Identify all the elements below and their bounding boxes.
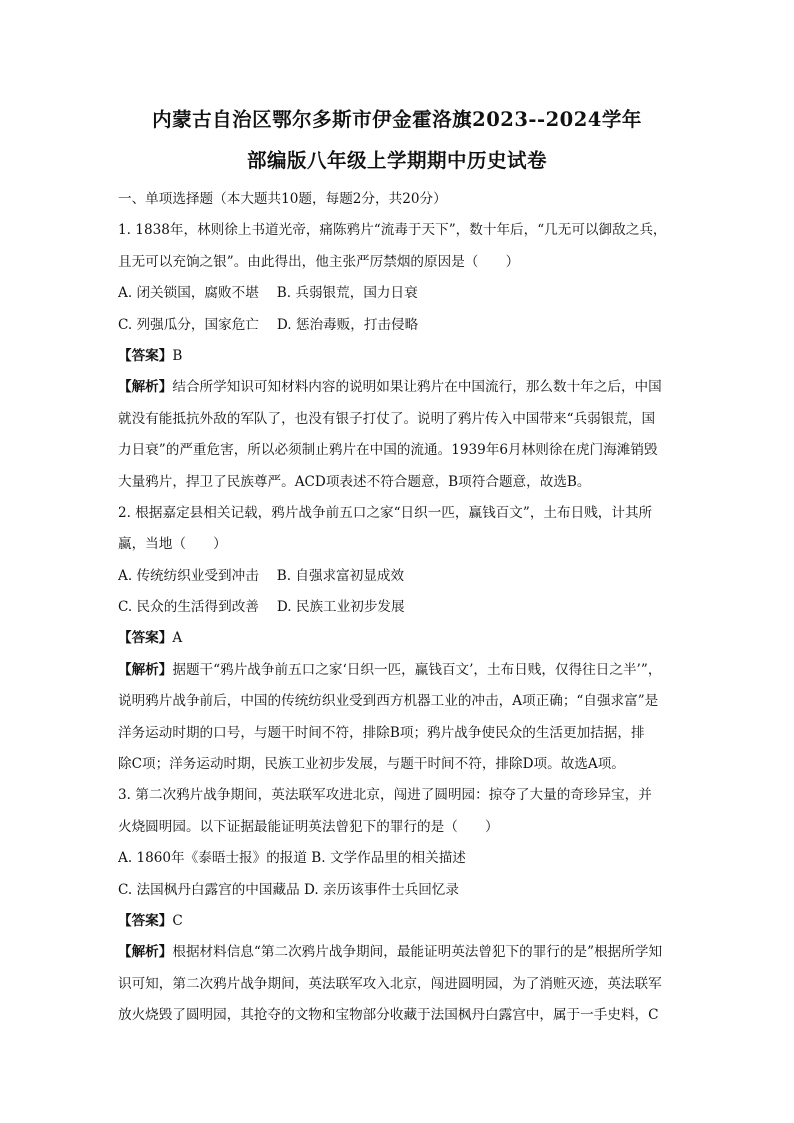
analysis-line (118, 937, 678, 968)
question-2 (118, 498, 678, 781)
analysis-line: 大量鸦片，捍卫了民族尊严。ACD项表述不符合题意，B项符合题意，故选B。 (118, 473, 591, 490)
document-title-line-2: 部编版八年级上学期期中历史试卷 (246, 149, 547, 172)
answer-tag: 【答案】 (118, 347, 173, 364)
analysis-tag: 【解析】 (118, 661, 173, 678)
analysis-line (118, 372, 678, 403)
question-stem-line: 1. 1838年，林则徐上书道光帝，痛陈鸦片“流毒于天下”，数十年后，“几无可以御敌之兵， (118, 222, 667, 239)
analysis-line: 洋务运动时期的口号，与题干时间不符，排除B项；鸦片战争使民众的生活更加拮据，排 (118, 724, 645, 741)
question-options-line: A. 传统纺织业受到冲击 B. 自强求富初显成效 (118, 567, 405, 584)
question-stem-line: 且无可以充饷之银”。由此得出，他主张严厉禁烟的原因是（ ） (118, 253, 520, 270)
document-body (118, 184, 678, 1032)
analysis-line: 就没有能抵抗外敌的军队了，也没有银子打仗了。说明了鸦片传入中国带来“兵弱银荒，国 (118, 410, 656, 427)
question-options-line: A. 闭关锁国，腐败不堪 B. 兵弱银荒，国力日衰 (118, 285, 418, 302)
section-header: 一、单项选择题（本大题共10题，每题2分，共20分） (118, 191, 447, 207)
question-stem-line: 火烧圆明园。以下证据最能证明英法曾犯下的罪行的是（ ） (118, 818, 499, 835)
analysis-line (118, 655, 678, 686)
answer-line (118, 906, 678, 937)
question-stem-line: 3. 第二次鸦片战争期间，英法联军攻进北京，闯进了圆明园：掠夺了大量的奇珍异宝，并 (118, 787, 652, 804)
analysis-tag: 【解析】 (118, 379, 173, 396)
analysis-line: 说明鸦片战争前后，中国的传统纺织业受到西方机器工业的冲击，A项正确；“自强求富”是 (118, 693, 659, 710)
answer-value: A (172, 630, 183, 647)
analysis-line: 放火烧毁了圆明园，其抢夺的文物和宝物部分收藏于法国枫丹白露宫中，属于一手史料，C (118, 1007, 659, 1024)
question-options-line: C. 法国枫丹白露宫的中国藏品 D. 亲历该事件士兵回忆录 (118, 881, 459, 898)
answer-line (118, 623, 678, 654)
answer-value: B (172, 347, 183, 364)
question-1 (118, 215, 678, 498)
question-3 (118, 780, 678, 1031)
analysis-line: 识可知，第二次鸦片战争期间，英法联军攻入北京，闯进圆明园，为了消赃灭迹，英法联军 (118, 975, 662, 992)
analysis-text: 结合所学知识可知材料内容的说明如果让鸦片在中国流行，那么数十年之后，中国 (172, 379, 662, 396)
question-stem-line: 赢，当地（ ） (118, 536, 227, 553)
analysis-tag: 【解析】 (118, 944, 173, 961)
analysis-text: 根据材料信息“第二次鸦片战争期间，最能证明英法曾犯下的罪行的是”根据所学知 (172, 944, 663, 961)
question-stem-line: 2. 根据嘉定县相关记载，鸦片战争前五口之家“日织一匹，赢钱百文”，土布日贱，计其所 (118, 504, 653, 521)
analysis-text: 据题干“鸦片战争前五口之家‘日织一匹，赢钱百文’，土布日贱，仅得往日之半’”， (172, 661, 662, 678)
document-title-line-1: 内蒙古自治区鄂尔多斯市伊金霍洛旗2023--2024学年 (152, 108, 642, 131)
question-options-line: C. 列强瓜分，国家危亡 D. 惩治毒贩，打击侵略 (118, 316, 419, 333)
answer-value: C (172, 912, 183, 929)
answer-tag: 【答案】 (118, 912, 173, 929)
question-options-line: A. 1860年《泰晤士报》的报道 B. 文学作品里的相关描述 (118, 850, 466, 867)
answer-line (118, 341, 678, 372)
analysis-line: 除C项；洋务运动时期，民族工业初步发展，与题干时间不符，排除D项。故选A项。 (118, 756, 625, 773)
question-options-line: C. 民众的生活得到改善 D. 民族工业初步发展 (118, 599, 405, 616)
analysis-line: 力日衰”的严重危害，所以必须制止鸦片在中国的流通。1939年6月林则徐在虎门海滩销毁 (118, 442, 658, 459)
answer-tag: 【答案】 (118, 630, 173, 647)
